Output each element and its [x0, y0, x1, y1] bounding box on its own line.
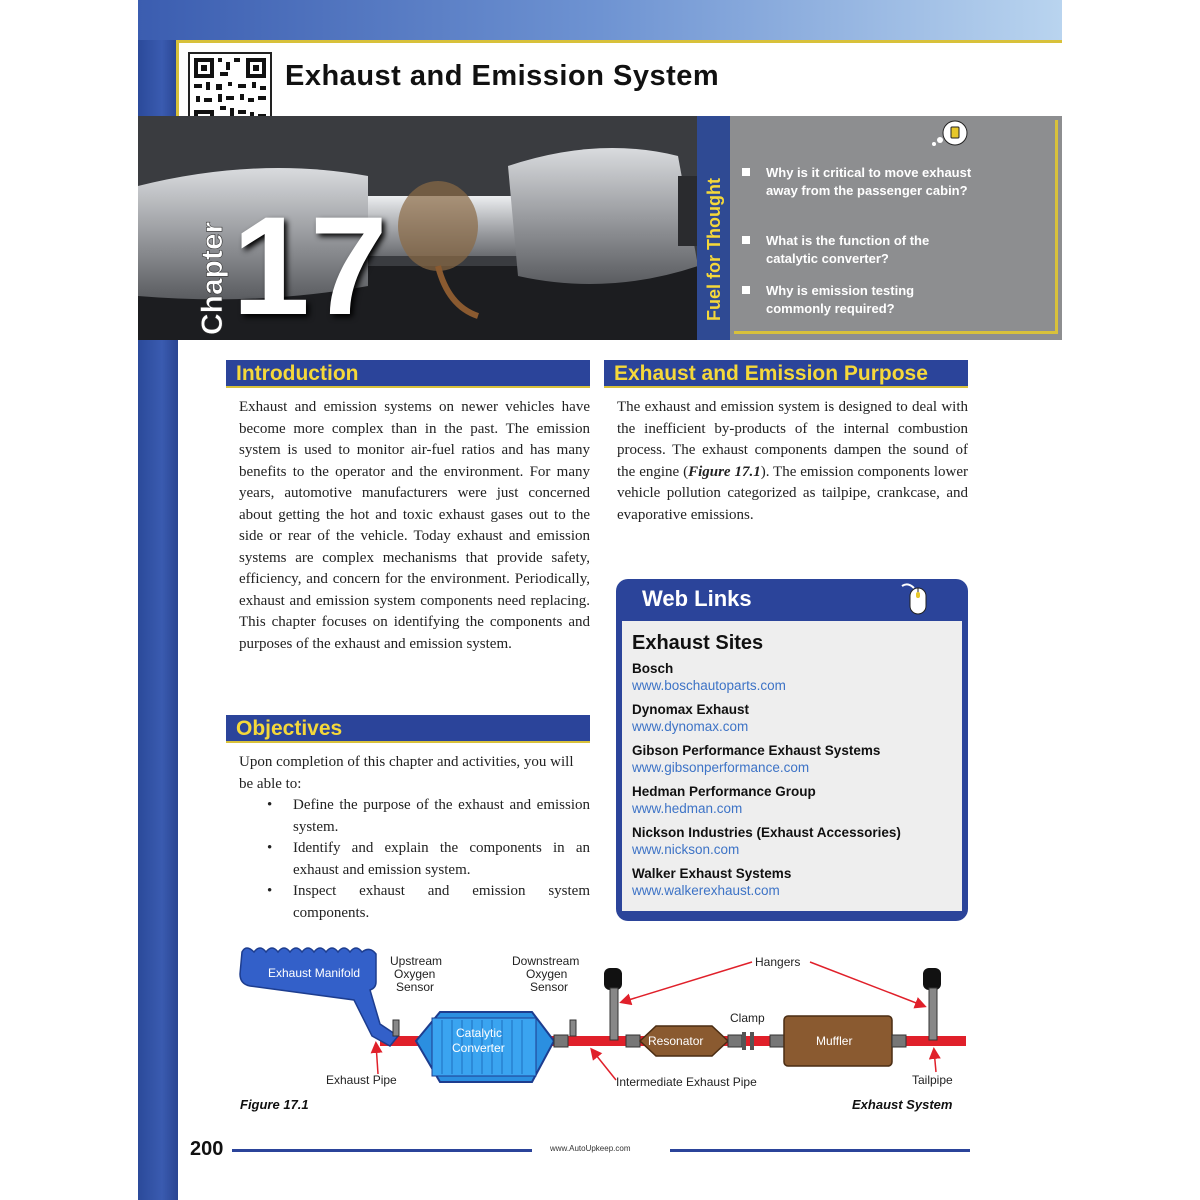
footer-url[interactable]: www.AutoUpkeep.com	[550, 1144, 631, 1153]
hanger-2	[923, 968, 941, 990]
upstream-sensor	[393, 1020, 399, 1036]
link-name-walker: Walker Exhaust Systems	[632, 866, 792, 881]
objectives-heading: Objectives	[226, 715, 590, 743]
fuel-question-text: What is the function of the catalytic converter?	[766, 233, 930, 266]
figure-caption-right: Exhaust System	[852, 1097, 953, 1112]
label-upstream-1: Upstream	[390, 954, 443, 968]
figure-caption-left: Figure 17.1	[240, 1097, 309, 1112]
fuel-question-2	[740, 232, 980, 268]
label-catalytic-2: Converter	[452, 1041, 505, 1055]
top-gradient-band	[138, 0, 1062, 40]
chapter-label-text: Chapter	[196, 221, 229, 335]
page-number: 200	[190, 1138, 224, 1160]
label-downstream-2: Oxygen	[526, 967, 568, 981]
downstream-sensor	[570, 1020, 576, 1036]
bullet-square-icon	[742, 236, 750, 244]
label-exhaust-pipe: Exhaust Pipe	[326, 1073, 397, 1087]
link-url-bosch[interactable]: www.boschautoparts.com	[632, 678, 786, 693]
objective-item: • Identify and explain the components in an exhaust and emission system.	[239, 838, 590, 881]
introduction-text: Exhaust and emission systems on newer vehicles have become more complex than in the past. The emission system is used to monitor air-fuel ratios and has many benefits to the operator and the environment. For many years, automotive manufacturers were just concerned about getting the hot and toxic exhaust gases out to the side or rear of the vehicle. Today exhaust and emission systems are complex mechanisms that provide safety, efficiency, and concern for the environment. Periodically, exhaust and emission system components need replacing. This chapter focuses on identifying the components and purposes of the exhaust and emission system.	[239, 399, 590, 652]
objectives-intro: Upon completion of this chapter and activities, you will be able to:	[239, 754, 574, 792]
footer-rule-left	[232, 1149, 532, 1152]
web-links-title: Web Links	[642, 586, 752, 611]
objectives-body	[239, 752, 590, 924]
footer-rule-right	[670, 1149, 970, 1152]
clamp	[750, 1032, 754, 1050]
link-url-gibson[interactable]: www.gibsonperformance.com	[632, 760, 810, 775]
link-name-dynomax: Dynomax Exhaust	[632, 702, 750, 717]
purpose-text-part1: The exhaust and emission system is designed to deal with the inefficient by-products of the internal combustion process. The exhaust components dampen the sound of the engine (	[617, 399, 968, 480]
link-name-nickson: Nickson Industries (Exhaust Accessories)	[632, 825, 901, 840]
figure-reference-link[interactable]: Figure 17.1	[688, 463, 761, 480]
label-resonator: Resonator	[648, 1034, 704, 1048]
thought-bubble-icon	[930, 118, 974, 157]
link-url-dynomax[interactable]: www.dynomax.com	[632, 719, 749, 734]
label-manifold: Exhaust Manifold	[268, 966, 361, 980]
introduction-heading: Introduction	[226, 360, 590, 388]
web-links-subtitle: Exhaust Sites	[632, 632, 764, 654]
fuel-question-3	[740, 282, 980, 318]
fuel-for-thought-title	[697, 116, 730, 340]
label-muffler: Muffler	[816, 1034, 853, 1048]
mouse-icon	[898, 580, 932, 623]
chapter-number: 17	[232, 187, 388, 344]
objectives-list	[239, 795, 590, 924]
fuel-for-thought-title-text: Fuel for Thought	[704, 178, 724, 321]
link-url-nickson[interactable]: www.nickson.com	[632, 842, 740, 857]
fuel-question-1	[740, 164, 980, 200]
link-name-hedman: Hedman Performance Group	[632, 784, 816, 799]
hanger-1	[604, 968, 622, 990]
fuel-question-text: Why is emission testing commonly required?	[766, 283, 915, 316]
purpose-text	[617, 397, 968, 526]
objective-item: • Inspect exhaust and emission system components.	[239, 881, 590, 924]
link-name-gibson: Gibson Performance Exhaust Systems	[632, 743, 881, 758]
objective-item: • Define the purpose of the exhaust and emission system.	[239, 795, 590, 838]
bullet-square-icon	[742, 286, 750, 294]
label-upstream-3: Sensor	[396, 980, 435, 994]
exhaust-system-diagram	[230, 940, 975, 1095]
label-clamp: Clamp	[730, 1011, 765, 1025]
link-url-walker[interactable]: www.walkerexhaust.com	[632, 883, 780, 898]
label-upstream-2: Oxygen	[394, 967, 436, 981]
label-intermediate: Intermediate Exhaust Pipe	[616, 1075, 757, 1089]
chapter-title: Exhaust and Emission System	[285, 60, 720, 92]
label-catalytic-1: Catalytic	[456, 1026, 503, 1040]
label-hangers: Hangers	[755, 955, 801, 969]
link-url-hedman[interactable]: www.hedman.com	[632, 801, 743, 816]
label-downstream-1: Downstream	[512, 954, 580, 968]
fuel-question-text: Why is it critical to move exhaust away from the passenger cabin?	[766, 165, 972, 198]
exhaust-manifold	[240, 948, 398, 1046]
chapter-label	[150, 180, 240, 340]
link-name-bosch: Bosch	[632, 661, 674, 676]
label-downstream-3: Sensor	[530, 980, 569, 994]
label-tailpipe: Tailpipe	[912, 1073, 953, 1087]
purpose-text-part2: ). The emission components lower vehicle pollution categorized as tailpipe, crankcase, and evaporative emissions.	[617, 463, 968, 523]
purpose-heading: Exhaust and Emission Purpose	[604, 360, 968, 388]
bullet-square-icon	[742, 168, 750, 176]
